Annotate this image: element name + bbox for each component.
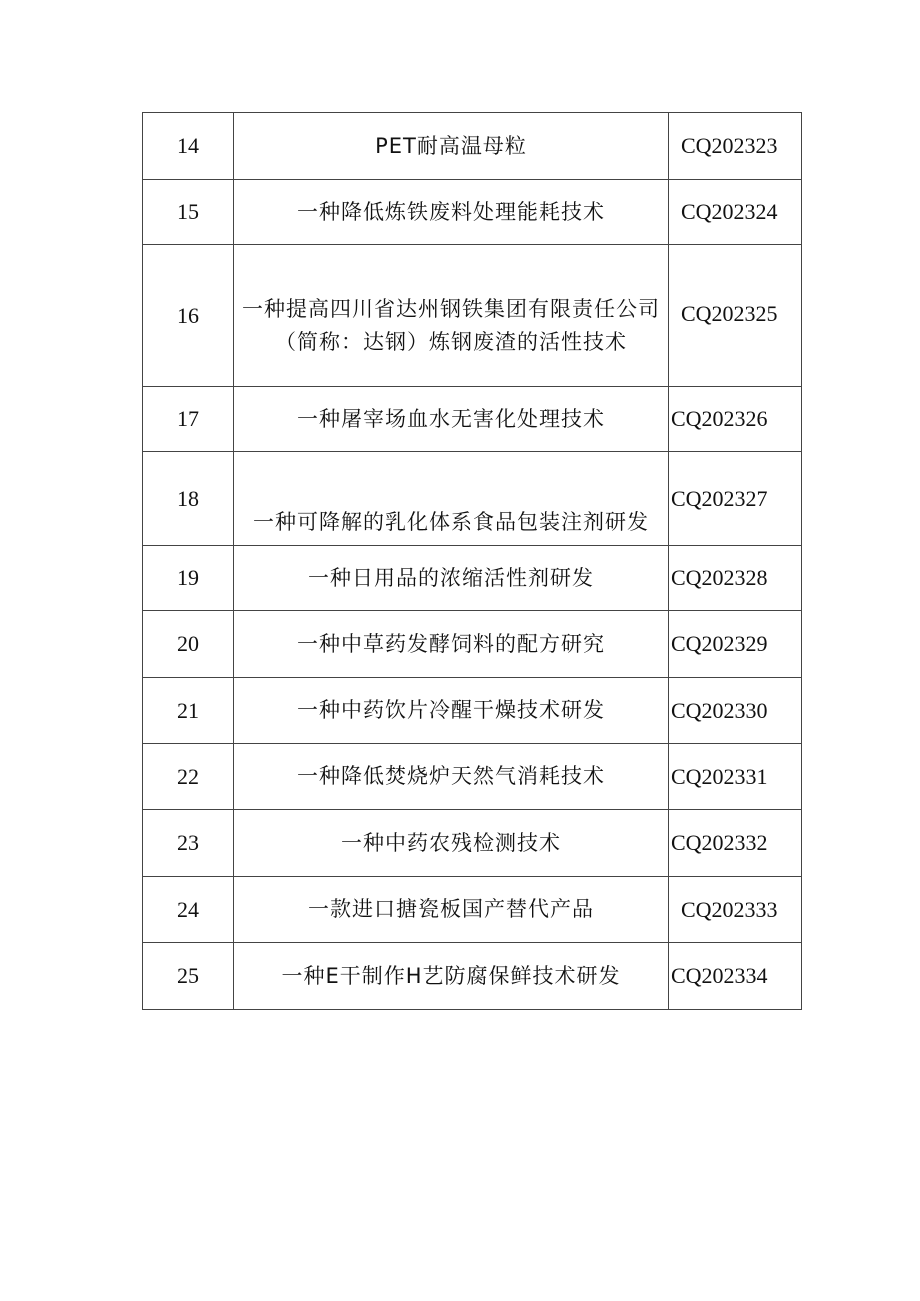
row-number: 18 xyxy=(143,452,234,546)
row-number: 24 xyxy=(143,877,234,943)
table-row xyxy=(143,678,802,744)
project-name: 一种降低炼铁废料处理能耗技术 xyxy=(234,180,669,245)
row-number: 22 xyxy=(143,744,234,810)
project-code: CQ202324 xyxy=(669,180,802,245)
table-row xyxy=(143,180,802,245)
project-name: 一种中草药发酵饲料的配方研究 xyxy=(234,611,669,678)
row-number: 15 xyxy=(143,180,234,245)
project-code: CQ202326 xyxy=(669,387,802,452)
row-number: 14 xyxy=(143,113,234,180)
project-code: CQ202325 xyxy=(669,245,802,387)
project-code: CQ202328 xyxy=(669,546,802,611)
project-name: 一种日用品的浓缩活性剂研发 xyxy=(234,546,669,611)
table-row xyxy=(143,611,802,678)
project-name: 一种降低焚烧炉天然气消耗技术 xyxy=(234,744,669,810)
table-row xyxy=(143,877,802,943)
row-number: 25 xyxy=(143,943,234,1010)
table-row xyxy=(143,113,802,180)
project-code: CQ202323 xyxy=(669,113,802,180)
project-code: CQ202330 xyxy=(669,678,802,744)
project-table xyxy=(142,112,802,1010)
project-name: 一款进口搪瓷板国产替代产品 xyxy=(234,877,669,943)
project-name: 一种中药饮片冷醒干燥技术研发 xyxy=(234,678,669,744)
row-number: 23 xyxy=(143,810,234,877)
project-name: 一种屠宰场血水无害化处理技术 xyxy=(234,387,669,452)
project-code: CQ202331 xyxy=(669,744,802,810)
project-name: 一种E干制作H艺防腐保鲜技术研发 xyxy=(234,943,669,1010)
project-name: PET耐高温母粒 xyxy=(234,113,669,180)
row-number: 21 xyxy=(143,678,234,744)
row-number: 17 xyxy=(143,387,234,452)
row-number: 19 xyxy=(143,546,234,611)
project-code: CQ202327 xyxy=(669,452,802,546)
row-number: 16 xyxy=(143,245,234,387)
project-name: 一种可降解的乳化体系食品包装注剂研发 xyxy=(234,452,669,546)
project-name: 一种提高四川省达州钢铁集团有限责任公司（简称：达钢）炼钢废渣的活性技术 xyxy=(234,245,669,387)
table-row xyxy=(143,744,802,810)
project-code: CQ202334 xyxy=(669,943,802,1010)
table-row xyxy=(143,546,802,611)
project-name: 一种中药农残检测技术 xyxy=(234,810,669,877)
table-row xyxy=(143,943,802,1010)
row-number: 20 xyxy=(143,611,234,678)
table-row xyxy=(143,810,802,877)
project-code: CQ202332 xyxy=(669,810,802,877)
table-row xyxy=(143,245,802,387)
table-row xyxy=(143,452,802,546)
project-code: CQ202329 xyxy=(669,611,802,678)
project-code: CQ202333 xyxy=(669,877,802,943)
table-row xyxy=(143,387,802,452)
